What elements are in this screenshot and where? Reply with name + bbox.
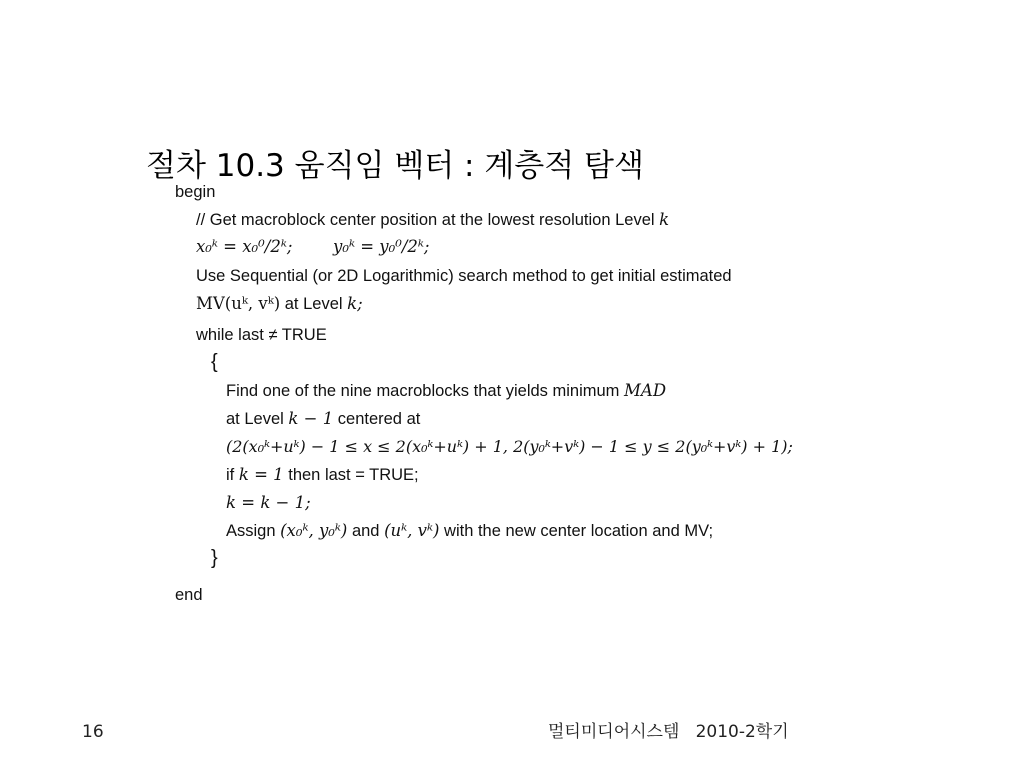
init-x-expr: x₀ᵏ = x₀⁰/2ᵏ; — [196, 237, 293, 256]
while-line: while last ≠ TRUE — [196, 326, 327, 344]
range-expr: (2(x₀ᵏ+uᵏ) − 1 ≤ x ≤ 2(x₀ᵏ+uᵏ) + 1, 2(y₀ᵏ+vᵏ) − 1 ≤ y ≤ 2(y₀ᵏ+vᵏ) + 1); — [226, 437, 793, 456]
if-line — [226, 465, 419, 485]
begin-line: begin — [175, 183, 216, 201]
find-var: MAD — [624, 381, 667, 400]
if-keyword: if — [226, 466, 239, 484]
assign-expr-1: (x₀ᵏ, y₀ᵏ) — [280, 521, 348, 540]
comment-var: k — [659, 210, 670, 229]
find-line — [226, 381, 666, 401]
mv-expr: MV(uᵏ, vᵏ) — [196, 294, 281, 313]
comment-line — [196, 210, 669, 230]
mv-var: k; — [347, 294, 363, 313]
at-level-line — [226, 409, 420, 429]
mv-text: at Level — [280, 295, 348, 313]
assign-rest: with the new center location and MV; — [439, 522, 714, 540]
init-line — [196, 237, 429, 257]
find-text: Find one of the nine macroblocks that yields minimum — [226, 382, 625, 400]
assign-mid: and — [347, 522, 385, 540]
assign-expr-2: (uᵏ, vᵏ) — [384, 521, 440, 540]
decrement-line — [226, 493, 311, 513]
at-level-text: at Level — [226, 410, 289, 428]
at-level-rest: centered at — [333, 410, 421, 428]
if-rest: then last = TRUE; — [283, 466, 419, 484]
at-level-expr: k − 1 — [288, 409, 334, 428]
slide-title: 절차 10.3 움직임 벡터 : 계층적 탐색 — [146, 148, 644, 184]
mv-line — [196, 294, 363, 314]
comment-text: // Get macroblock center position at the lowest resolution Level — [196, 211, 660, 229]
assign-keyword: Assign — [226, 522, 281, 540]
init-y-expr: y₀ᵏ = y₀⁰/2ᵏ; — [333, 237, 430, 256]
assign-line — [226, 521, 713, 541]
decrement-expr: k = k − 1; — [226, 493, 311, 512]
if-expr: k = 1 — [238, 465, 284, 484]
end-line: end — [175, 586, 203, 604]
open-brace: { — [211, 351, 218, 373]
use-line: Use Sequential (or 2D Logarithmic) search method to get initial estimated — [196, 267, 732, 285]
page-number: 16 — [82, 722, 104, 742]
range-line — [226, 437, 793, 458]
course-footer: 멀티미디어시스템 2010-2학기 — [548, 722, 789, 742]
close-brace: } — [211, 547, 218, 569]
